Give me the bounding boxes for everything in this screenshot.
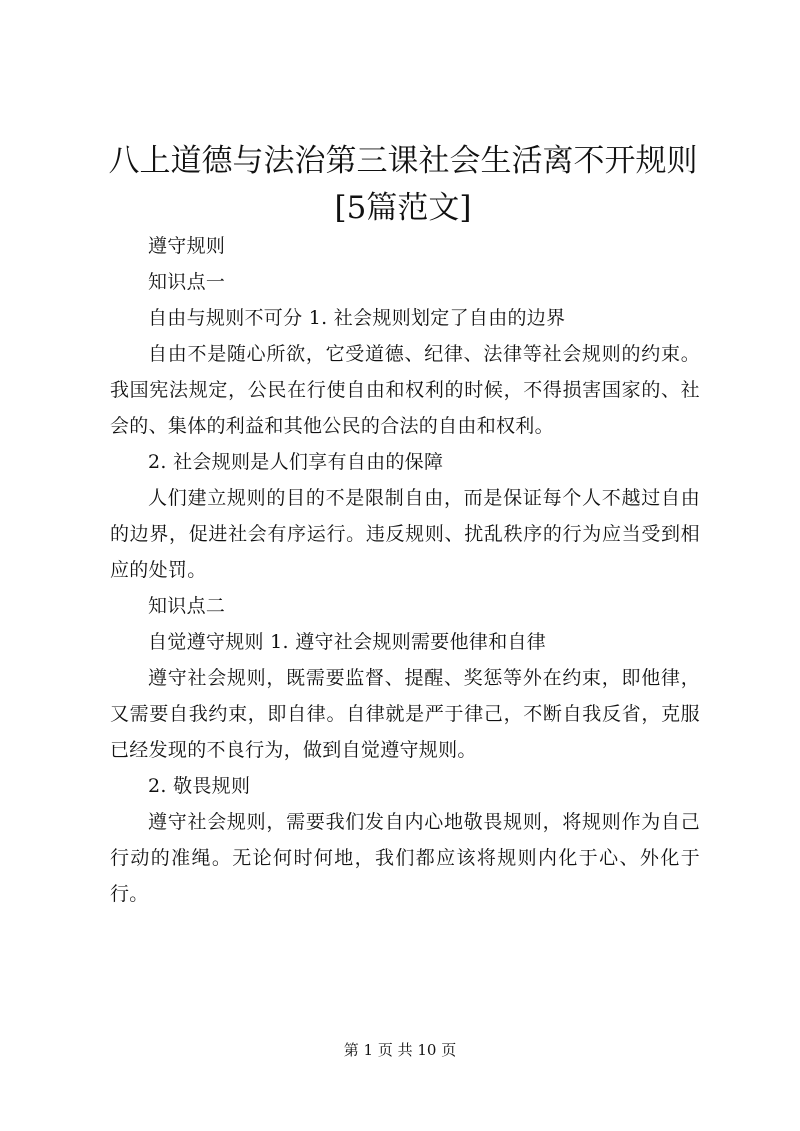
body-paragraph: 人们建立规则的目的不是限制自由，而是保证每个人不越过自由的边界，促进社会有序运行。违反规则、扰乱秩序的行为应当受到相应的处罚。 bbox=[110, 487, 700, 581]
subsection-heading: 2. 社会规则是人们享有自由的保障 bbox=[148, 451, 444, 473]
page-footer: 第 1 页 共 10 页 bbox=[343, 1041, 457, 1059]
subsection-heading: 自由与规则不可分 1. 社会规则划定了自由的边界 bbox=[148, 307, 566, 329]
document-body bbox=[110, 228, 700, 912]
body-paragraph: 遵守社会规则，需要我们发自内心地敬畏规则，将规则作为自己行动的准绳。无论何时何地，我们都应该将规则内化于心、外化于行。 bbox=[110, 811, 700, 905]
body-paragraph: 自由不是随心所欲，它受道德、纪律、法律等社会规则的约束。我国宪法规定，公民在行使自由和权利的时候，不得损害国家的、社会的、集体的利益和其他公民的合法的自由和权利。 bbox=[110, 343, 700, 437]
section-heading: 遵守规则 bbox=[148, 235, 226, 257]
body-paragraph: 遵守社会规则，既需要监督、提醒、奖惩等外在约束，即他律，又需要自我约束，即自律。自律就是严于律己，不断自我反省，克服已经发现的不良行为，做到自觉遵守规则。 bbox=[110, 667, 700, 761]
knowledge-point-heading: 知识点二 bbox=[148, 595, 226, 617]
document-title: 八上道德与法治第三课社会生活离不开规则[5篇范文] bbox=[108, 143, 698, 226]
subsection-heading: 自觉遵守规则 1. 遵守社会规则需要他律和自律 bbox=[148, 631, 547, 653]
knowledge-point-heading: 知识点一 bbox=[148, 271, 226, 293]
subsection-heading: 2. 敬畏规则 bbox=[148, 775, 251, 797]
